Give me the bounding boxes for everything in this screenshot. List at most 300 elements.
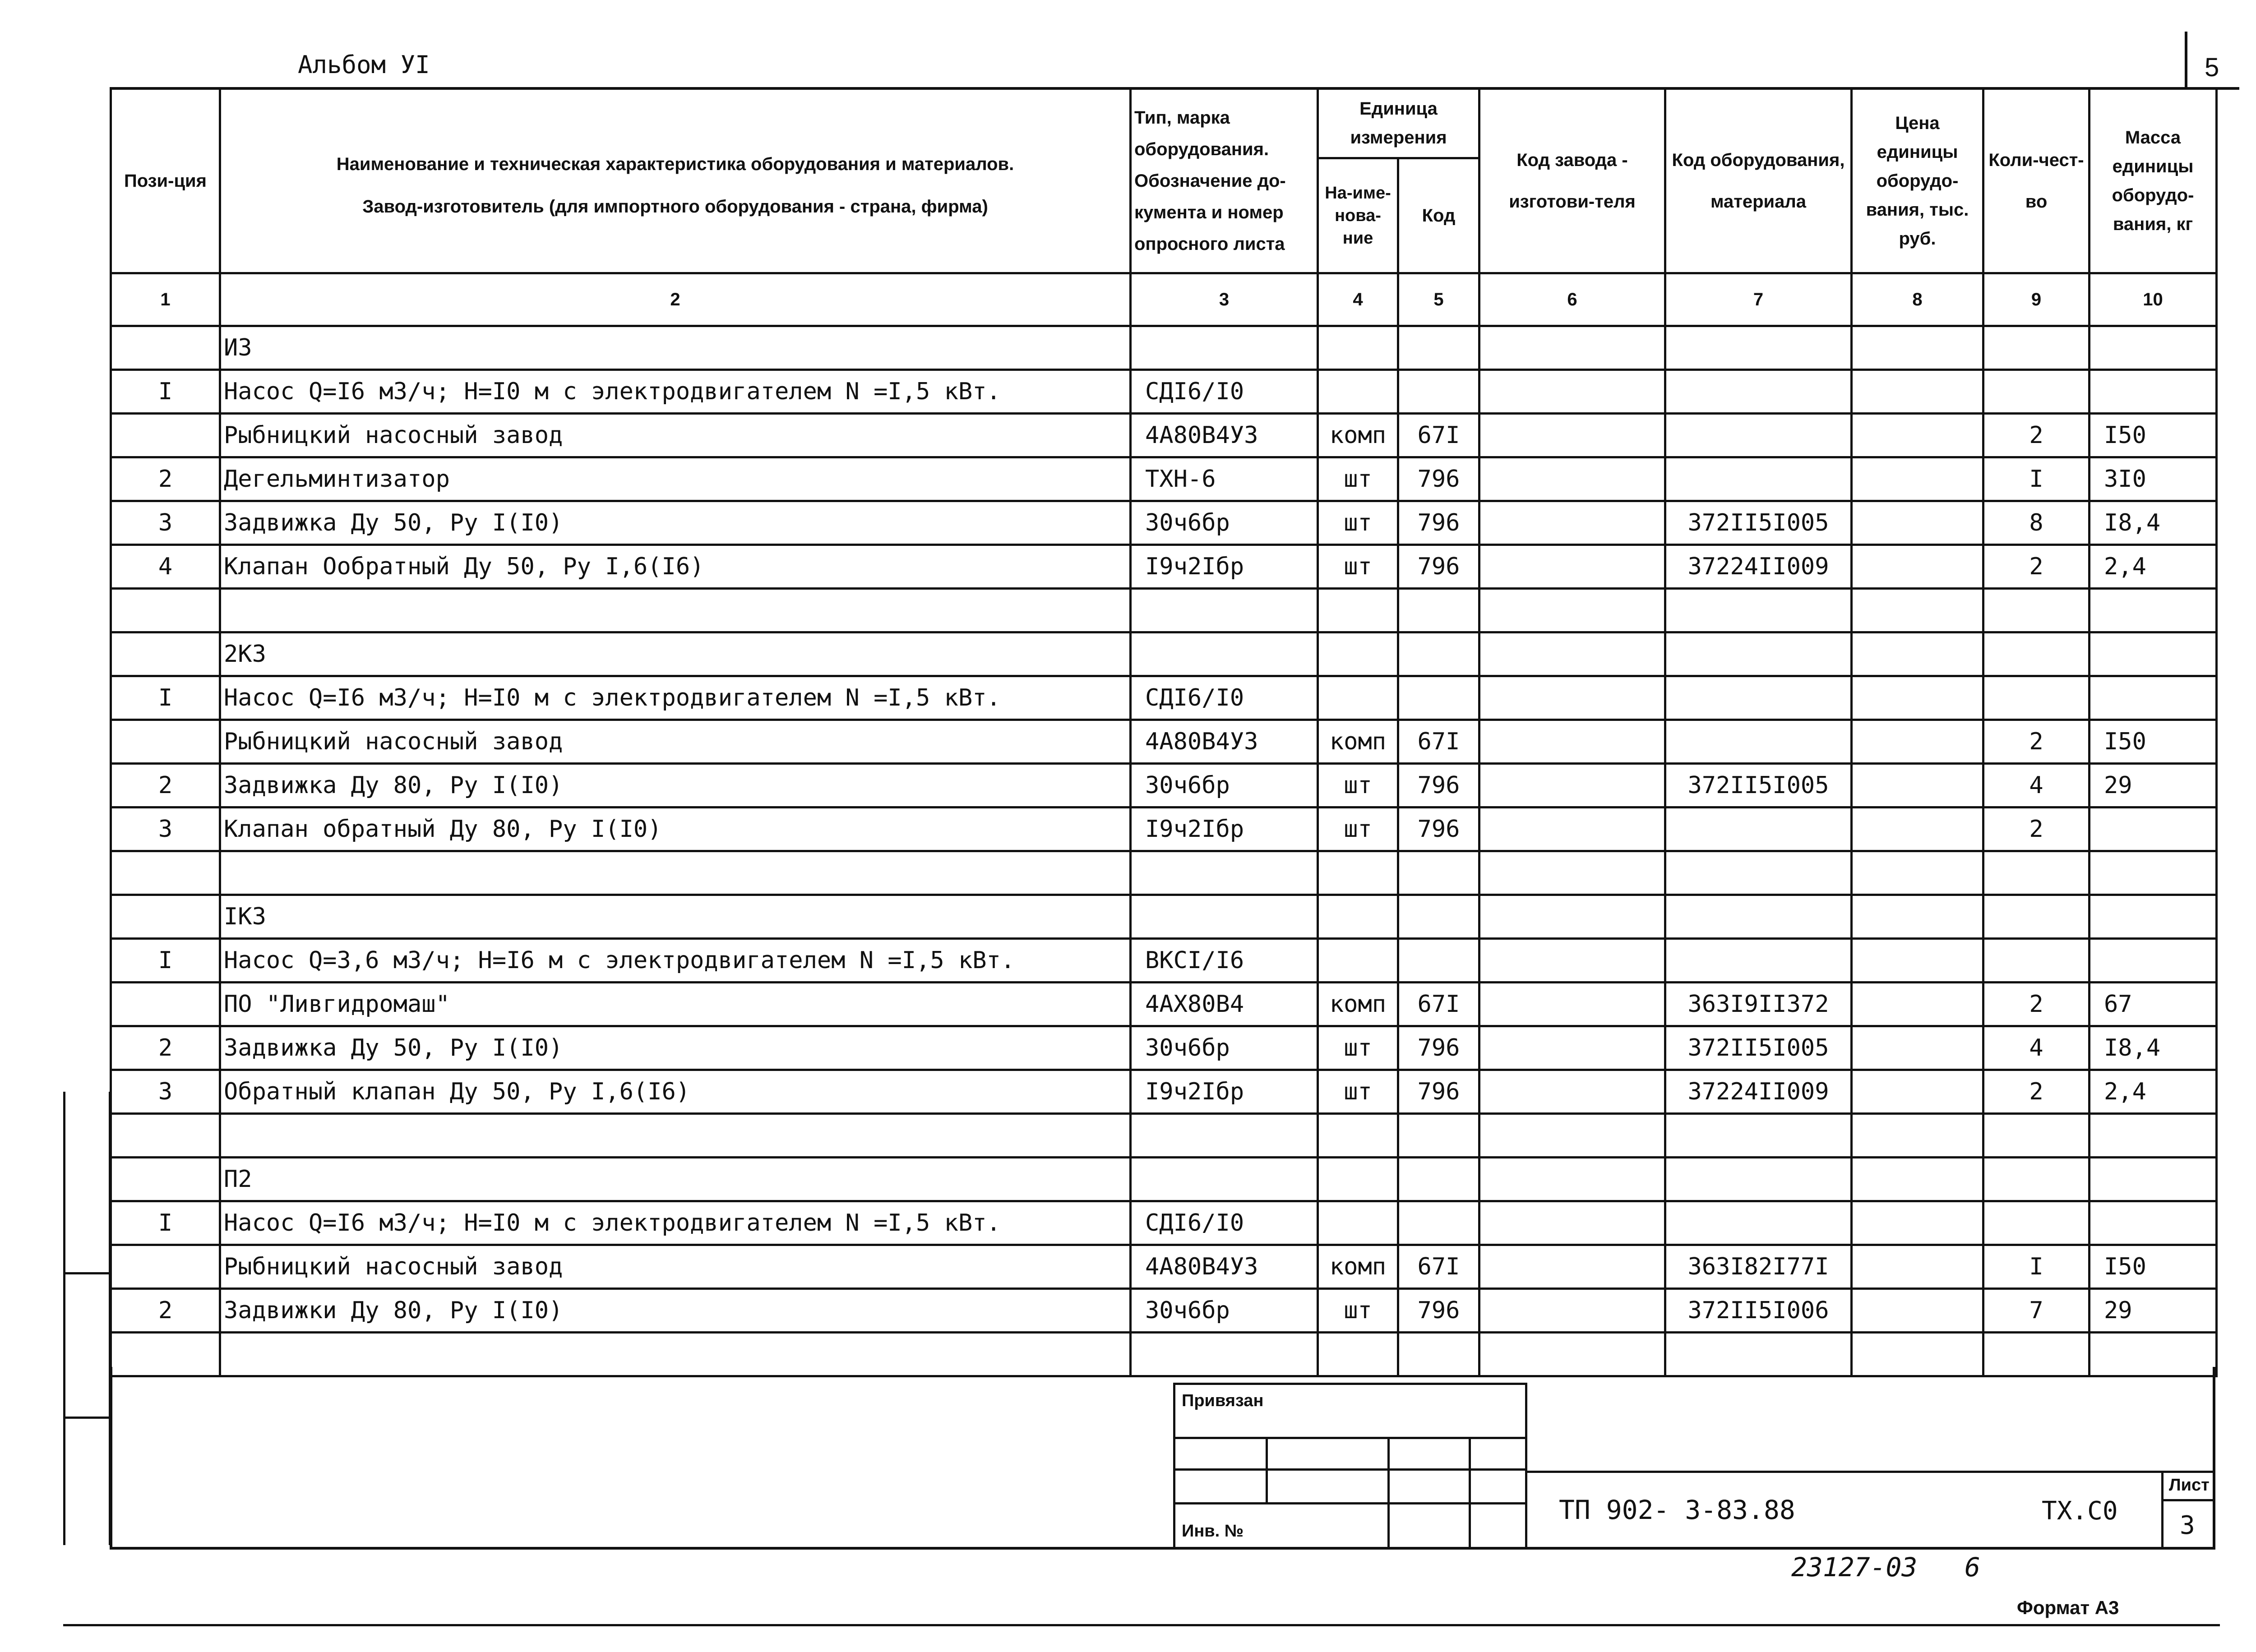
cell-mass: 3I0 <box>2090 457 2217 501</box>
cell-quantity <box>1983 589 2090 632</box>
section-row <box>111 326 2217 370</box>
cell-mark <box>1131 851 1318 895</box>
cell-unit-name <box>1318 851 1398 895</box>
cell-unit-code: 796 <box>1398 457 1479 501</box>
cell-factory-code <box>1479 370 1665 414</box>
header-price: Цена единицы оборудо-вания, тыс. руб. <box>1852 88 1983 273</box>
cell-price <box>1852 676 1983 720</box>
section-row <box>111 1158 2217 1201</box>
cell-equipment-code <box>1665 589 1852 632</box>
table-row <box>111 370 2217 414</box>
cell-name: Рыбницкий насосный завод <box>220 414 1131 457</box>
cell-unit-name: шт <box>1318 1289 1398 1333</box>
cell-unit-name: шт <box>1318 1070 1398 1114</box>
cell-mass: I50 <box>2090 1245 2217 1289</box>
specification-table <box>110 87 2218 1377</box>
cell-position <box>111 632 220 676</box>
cell-position: I <box>111 1201 220 1245</box>
cell-position: 2 <box>111 457 220 501</box>
bottom-rule <box>63 1624 2220 1626</box>
cell-name: Клапан обратный Ду 80, Ру I(I0) <box>220 808 1131 851</box>
cell-mark: 30ч6бр <box>1131 764 1318 808</box>
table-row <box>111 1289 2217 1333</box>
cell-name: Задвижка Ду 50, Ру I(I0) <box>220 501 1131 545</box>
cell-equipment-code <box>1665 326 1852 370</box>
cell-position: 3 <box>111 501 220 545</box>
cell-unit-code: 67I <box>1398 414 1479 457</box>
cell-factory-code <box>1479 1026 1665 1070</box>
cell-quantity: I <box>1983 1245 2090 1289</box>
cell-mass: 29 <box>2090 1289 2217 1333</box>
cell-mark: 4А80В4У3 <box>1131 1245 1318 1289</box>
cell-quantity: I <box>1983 457 2090 501</box>
cell-factory-code <box>1479 414 1665 457</box>
cell-unit-code <box>1398 1114 1479 1158</box>
tb-grid-j <box>1469 1502 1527 1550</box>
cell-quantity <box>1983 939 2090 983</box>
cell-equipment-code <box>1665 457 1852 501</box>
cell-factory-code <box>1479 457 1665 501</box>
cell-price <box>1852 1158 1983 1201</box>
cell-unit-code: 796 <box>1398 545 1479 589</box>
cell-price <box>1852 808 1983 851</box>
cell-equipment-code <box>1665 370 1852 414</box>
header-unit-code: Код <box>1398 158 1479 273</box>
cell-price <box>1852 589 1983 632</box>
cell-unit-name: комп <box>1318 1245 1398 1289</box>
column-number: 3 <box>1131 273 1318 326</box>
cell-unit-code <box>1398 895 1479 939</box>
column-number: 8 <box>1852 273 1983 326</box>
cell-factory-code <box>1479 632 1665 676</box>
cell-mass: 67 <box>2090 983 2217 1026</box>
cell-quantity <box>1983 632 2090 676</box>
cell-mass: I50 <box>2090 720 2217 764</box>
cell-quantity: 2 <box>1983 983 2090 1026</box>
cell-quantity <box>1983 1158 2090 1201</box>
cell-mark <box>1131 895 1318 939</box>
cell-price <box>1852 1289 1983 1333</box>
blank-row <box>111 851 2217 895</box>
tb-grid-b <box>1266 1437 1390 1471</box>
cell-unit-code: 67I <box>1398 983 1479 1026</box>
album-label: Альбом УI <box>298 51 430 79</box>
cell-position <box>111 326 220 370</box>
cell-mark: 4А80В4У3 <box>1131 414 1318 457</box>
cell-unit-code: 796 <box>1398 808 1479 851</box>
cell-factory-code <box>1479 851 1665 895</box>
cell-unit-code <box>1398 370 1479 414</box>
cell-position <box>111 1158 220 1201</box>
cell-unit-code: 67I <box>1398 720 1479 764</box>
cell-mark <box>1131 589 1318 632</box>
cell-unit-name <box>1318 1158 1398 1201</box>
cell-position: I <box>111 676 220 720</box>
cell-name: Насос Q=I6 м3/ч; Н=I0 м с электродвигателем N =I,5 кВт. <box>220 370 1131 414</box>
cell-price <box>1852 326 1983 370</box>
tb-grid-d <box>1469 1437 1527 1471</box>
cell-quantity <box>1983 326 2090 370</box>
cell-equipment-code: 363I9II372 <box>1665 983 1852 1026</box>
tb-grid-c <box>1387 1437 1471 1471</box>
title-block <box>1173 1383 2215 1550</box>
header-unit-name: На-име-нова-ние <box>1318 158 1398 273</box>
cell-quantity <box>1983 1114 2090 1158</box>
cell-factory-code <box>1479 326 1665 370</box>
cell-position <box>111 720 220 764</box>
cell-factory-code <box>1479 1114 1665 1158</box>
table-row <box>111 1070 2217 1114</box>
cell-price <box>1852 1026 1983 1070</box>
cell-mark: I9ч2Iбр <box>1131 1070 1318 1114</box>
cell-equipment-code: 372II5I005 <box>1665 764 1852 808</box>
cell-factory-code <box>1479 545 1665 589</box>
tb-grid-g <box>1387 1468 1471 1504</box>
cell-price <box>1852 632 1983 676</box>
page-number: 5 <box>2205 53 2219 82</box>
cell-mark <box>1131 1114 1318 1158</box>
cell-unit-code: 796 <box>1398 1289 1479 1333</box>
cell-mark: 30ч6бр <box>1131 1289 1318 1333</box>
cell-mark: 4АХ80В4 <box>1131 983 1318 1026</box>
cell-quantity: 4 <box>1983 1026 2090 1070</box>
cell-price <box>1852 851 1983 895</box>
cell-name: Дегельминтизатор <box>220 457 1131 501</box>
cell-mark <box>1131 632 1318 676</box>
cell-factory-code <box>1479 808 1665 851</box>
cell-unit-name: шт <box>1318 545 1398 589</box>
cell-price <box>1852 501 1983 545</box>
cell-name: Насос Q=I6 м3/ч; Н=I0 м с электродвигателем N =I,5 кВт. <box>220 1201 1131 1245</box>
cell-unit-name: шт <box>1318 501 1398 545</box>
cell-mass <box>2090 808 2217 851</box>
cell-factory-code <box>1479 501 1665 545</box>
section-title: П2 <box>220 1158 1131 1201</box>
column-number: 5 <box>1398 273 1479 326</box>
cell-mass <box>2090 589 2217 632</box>
cell-name <box>220 1114 1131 1158</box>
table-row <box>111 1026 2217 1070</box>
tb-grid-e <box>1173 1468 1268 1504</box>
cell-price <box>1852 764 1983 808</box>
cell-equipment-code <box>1665 1201 1852 1245</box>
cell-factory-code <box>1479 720 1665 764</box>
cell-mark: 30ч6бр <box>1131 501 1318 545</box>
cell-unit-name <box>1318 370 1398 414</box>
cell-mark: СДI6/I0 <box>1131 370 1318 414</box>
cell-price <box>1852 1245 1983 1289</box>
cell-mark: I9ч2Iбр <box>1131 545 1318 589</box>
cell-unit-code: 796 <box>1398 501 1479 545</box>
cell-position: 2 <box>111 764 220 808</box>
cell-name: Насос Q=3,6 м3/ч; Н=I6 м с электродвигателем N =I,5 кВт. <box>220 939 1131 983</box>
header-mass: Масса единицы оборудо-вания, кг <box>2090 88 2217 273</box>
blank-row <box>111 589 2217 632</box>
archive-stamp: 23127-03 6 <box>1791 1552 1981 1583</box>
cell-unit-name: шт <box>1318 808 1398 851</box>
cell-unit-code: 67I <box>1398 1245 1479 1289</box>
cell-unit-name <box>1318 1114 1398 1158</box>
column-number: 6 <box>1479 273 1665 326</box>
cell-unit-name <box>1318 676 1398 720</box>
cell-price <box>1852 414 1983 457</box>
section-title: 2К3 <box>220 632 1131 676</box>
cell-equipment-code: 37224II009 <box>1665 1070 1852 1114</box>
cell-mass <box>2090 1114 2217 1158</box>
header-factory-code: Код завода - изготови-теля <box>1479 88 1665 273</box>
designation-text: ТП 902- 3-83.88 <box>1559 1495 1795 1525</box>
cell-price <box>1852 545 1983 589</box>
cell-unit-code: 796 <box>1398 1026 1479 1070</box>
cell-name: Задвижка Ду 80, Ру I(I0) <box>220 764 1131 808</box>
cell-quantity <box>1983 676 2090 720</box>
cell-equipment-code: 363I82I77I <box>1665 1245 1852 1289</box>
table-row <box>111 545 2217 589</box>
cell-unit-code: 796 <box>1398 764 1479 808</box>
cell-factory-code <box>1479 676 1665 720</box>
cell-mark: СДI6/I0 <box>1131 1201 1318 1245</box>
cell-unit-code <box>1398 851 1479 895</box>
cell-factory-code <box>1479 983 1665 1026</box>
table-row <box>111 939 2217 983</box>
cell-price <box>1852 370 1983 414</box>
section-title: ИЗ <box>220 326 1131 370</box>
header-equipment-code: Код оборудования, материала <box>1665 88 1852 273</box>
cell-quantity: 2 <box>1983 720 2090 764</box>
cell-unit-name <box>1318 326 1398 370</box>
cell-unit-name <box>1318 1201 1398 1245</box>
cell-equipment-code: 372II5I005 <box>1665 501 1852 545</box>
cell-quantity: 2 <box>1983 414 2090 457</box>
cell-factory-code <box>1479 939 1665 983</box>
cell-mass <box>2090 1158 2217 1201</box>
table-row <box>111 501 2217 545</box>
cell-position: I <box>111 939 220 983</box>
cell-quantity: 2 <box>1983 1070 2090 1114</box>
cell-mark: I9ч2Iбр <box>1131 808 1318 851</box>
cell-name: Рыбницкий насосный завод <box>220 720 1131 764</box>
tb-grid-a <box>1173 1437 1268 1471</box>
cell-mass <box>2090 1201 2217 1245</box>
header-type: Тип, марка оборудования. Обозначение до-кумента и номер опросного листа <box>1131 88 1318 273</box>
cell-price <box>1852 457 1983 501</box>
linked-label: Привязан <box>1182 1391 1264 1410</box>
cell-name: Насос Q=I6 м3/ч; Н=I0 м с электродвигателем N =I,5 кВт. <box>220 676 1131 720</box>
cell-mass: 29 <box>2090 764 2217 808</box>
linked-box <box>1173 1383 1527 1439</box>
cell-factory-code <box>1479 764 1665 808</box>
cell-equipment-code: 372II5I005 <box>1665 1026 1852 1070</box>
cell-unit-code <box>1398 632 1479 676</box>
cell-mark: ТХН-6 <box>1131 457 1318 501</box>
cell-price <box>1852 939 1983 983</box>
cell-factory-code <box>1479 589 1665 632</box>
binding-strip <box>63 1092 111 1545</box>
page-number-box <box>2185 32 2239 89</box>
cell-factory-code <box>1479 1070 1665 1114</box>
cell-mass: I50 <box>2090 414 2217 457</box>
cell-unit-code <box>1398 676 1479 720</box>
cell-position: 2 <box>111 1289 220 1333</box>
column-number: 2 <box>220 273 1131 326</box>
cell-quantity <box>1983 1201 2090 1245</box>
header-quantity: Коли-чест-во <box>1983 88 2090 273</box>
cell-mass <box>2090 370 2217 414</box>
cell-mass <box>2090 326 2217 370</box>
cell-position <box>111 983 220 1026</box>
cell-unit-name <box>1318 939 1398 983</box>
cell-mark: СДI6/I0 <box>1131 676 1318 720</box>
cell-position <box>111 589 220 632</box>
cell-mark: 30ч6бр <box>1131 1026 1318 1070</box>
cell-unit-code <box>1398 1201 1479 1245</box>
header-name-line1: Наименование и техническая характеристика оборудования и материалов. <box>336 154 1014 174</box>
cell-factory-code <box>1479 1289 1665 1333</box>
sheet-box <box>2161 1471 2215 1550</box>
cell-mark <box>1131 1158 1318 1201</box>
table-row <box>111 808 2217 851</box>
cell-mass <box>2090 632 2217 676</box>
inv-box <box>1173 1502 1390 1550</box>
cell-unit-code <box>1398 589 1479 632</box>
cell-position <box>111 1114 220 1158</box>
cell-position: I <box>111 370 220 414</box>
cell-equipment-code: 37224II009 <box>1665 545 1852 589</box>
designation-box <box>1525 1471 2215 1550</box>
cell-equipment-code: 372II5I006 <box>1665 1289 1852 1333</box>
cell-unit-name <box>1318 589 1398 632</box>
cell-position: 3 <box>111 808 220 851</box>
cell-name <box>220 589 1131 632</box>
table-row <box>111 764 2217 808</box>
header-name-line2: Завод-изготовитель (для импортного оборудования - страна, фирма) <box>362 196 988 217</box>
cell-price <box>1852 983 1983 1026</box>
table-row <box>111 676 2217 720</box>
inv-label: Инв. № <box>1182 1522 1244 1541</box>
cell-equipment-code <box>1665 1158 1852 1201</box>
cell-unit-name <box>1318 632 1398 676</box>
cell-mass <box>2090 851 2217 895</box>
cell-price <box>1852 1201 1983 1245</box>
cell-unit-code: 796 <box>1398 1070 1479 1114</box>
column-number: 4 <box>1318 273 1398 326</box>
cell-name: Задвижки Ду 80, Ру I(I0) <box>220 1289 1131 1333</box>
cell-factory-code <box>1479 895 1665 939</box>
cell-mark: ВКСI/I6 <box>1131 939 1318 983</box>
cell-unit-code <box>1398 1158 1479 1201</box>
cell-equipment-code <box>1665 632 1852 676</box>
cell-unit-name: комп <box>1318 983 1398 1026</box>
cell-price <box>1852 1114 1983 1158</box>
cell-factory-code <box>1479 1201 1665 1245</box>
column-number: 1 <box>111 273 220 326</box>
table-row <box>111 457 2217 501</box>
cell-equipment-code <box>1665 808 1852 851</box>
cell-factory-code <box>1479 1158 1665 1201</box>
cell-unit-name: шт <box>1318 457 1398 501</box>
cell-unit-code <box>1398 939 1479 983</box>
cell-position <box>111 851 220 895</box>
cell-price <box>1852 895 1983 939</box>
drawing-code: ТХ.С0 <box>2042 1496 2118 1526</box>
tb-grid-h <box>1469 1468 1527 1504</box>
cell-mass: 2,4 <box>2090 545 2217 589</box>
cell-quantity: 2 <box>1983 808 2090 851</box>
format-label: Формат А3 <box>2017 1597 2119 1618</box>
cell-unit-name: комп <box>1318 414 1398 457</box>
cell-quantity: 2 <box>1983 545 2090 589</box>
sheet-number: 3 <box>2180 1511 2195 1540</box>
cell-name: Обратный клапан Ду 50, Ру I,6(I6) <box>220 1070 1131 1114</box>
cell-unit-code <box>1398 326 1479 370</box>
cell-equipment-code <box>1665 414 1852 457</box>
cell-price <box>1852 1070 1983 1114</box>
cell-name: Задвижка Ду 50, Ру I(I0) <box>220 1026 1131 1070</box>
table-row <box>111 720 2217 764</box>
cell-mark: 4А80В4У3 <box>1131 720 1318 764</box>
cell-name <box>220 851 1131 895</box>
cell-equipment-code <box>1665 1114 1852 1158</box>
header-position: Пози-ция <box>111 88 220 273</box>
column-number: 9 <box>1983 273 2090 326</box>
cell-position <box>111 1245 220 1289</box>
column-number: 7 <box>1665 273 1852 326</box>
cell-position: 2 <box>111 1026 220 1070</box>
cell-equipment-code <box>1665 851 1852 895</box>
cell-mass: I8,4 <box>2090 501 2217 545</box>
cell-name: Рыбницкий насосный завод <box>220 1245 1131 1289</box>
cell-mass <box>2090 895 2217 939</box>
cell-mass: I8,4 <box>2090 1026 2217 1070</box>
cell-factory-code <box>1479 1245 1665 1289</box>
cell-quantity: 4 <box>1983 764 2090 808</box>
cell-unit-name: шт <box>1318 764 1398 808</box>
cell-mass: 2,4 <box>2090 1070 2217 1114</box>
cell-mark <box>1131 326 1318 370</box>
cell-quantity <box>1983 851 2090 895</box>
cell-mass <box>2090 676 2217 720</box>
cell-unit-name: комп <box>1318 720 1398 764</box>
cell-position <box>111 414 220 457</box>
table-row <box>111 1245 2217 1289</box>
cell-unit-name <box>1318 895 1398 939</box>
cell-quantity: 7 <box>1983 1289 2090 1333</box>
tb-grid-i <box>1387 1502 1471 1550</box>
cell-equipment-code <box>1665 720 1852 764</box>
section-row <box>111 895 2217 939</box>
table-row <box>111 414 2217 457</box>
table-row <box>111 983 2217 1026</box>
cell-unit-name: шт <box>1318 1026 1398 1070</box>
cell-equipment-code <box>1665 676 1852 720</box>
header-name <box>220 88 1131 273</box>
cell-mass <box>2090 939 2217 983</box>
cell-price <box>1852 720 1983 764</box>
cell-equipment-code <box>1665 939 1852 983</box>
cell-position <box>111 895 220 939</box>
column-number: 10 <box>2090 273 2217 326</box>
cell-position: 4 <box>111 545 220 589</box>
cell-name: Клапан Ообратный Ду 50, Ру I,6(I6) <box>220 545 1131 589</box>
cell-quantity <box>1983 895 2090 939</box>
cell-position: 3 <box>111 1070 220 1114</box>
header-unit: Единица измерения <box>1318 88 1479 158</box>
cell-quantity: 8 <box>1983 501 2090 545</box>
sheet-label: Лист <box>2169 1476 2210 1495</box>
section-row <box>111 632 2217 676</box>
tb-grid-f <box>1266 1468 1390 1504</box>
cell-name: ПО "Ливгидромаш" <box>220 983 1131 1026</box>
